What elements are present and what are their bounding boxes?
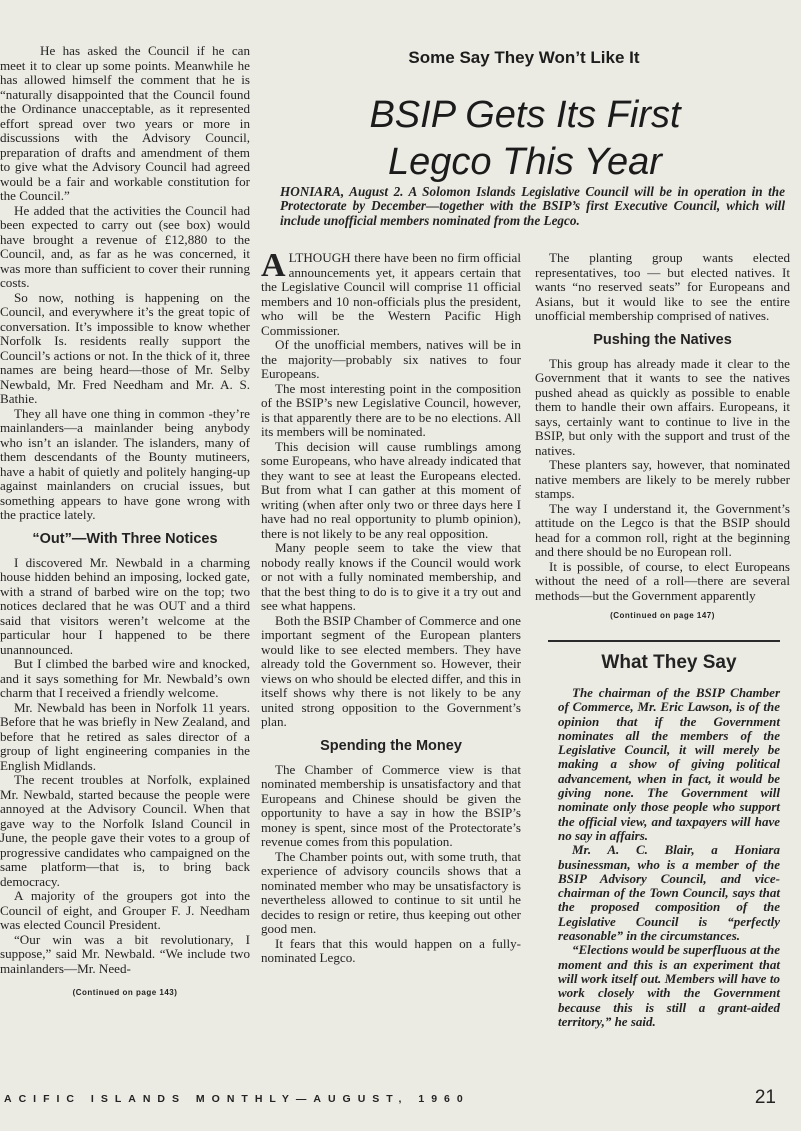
- continued-note: (Continued on page 143): [72, 988, 178, 997]
- paragraph: It is possible, of course, to elect Europeans without the need of a roll—there are several methods—but the Government apparently: [535, 558, 790, 603]
- paragraph: These planters say, however, that nominated native members are likely to be merely rubber stamps.: [535, 457, 790, 501]
- quote-paragraph: Mr. A. C. Blair, a Honiara businessman, who is a member of the BSIP Advisory Council, and vice-chairman of the Town Council, says that the proposed composition of the Legislative Council is “perfectly reasonable” in the circumstances.: [558, 842, 780, 944]
- quote-paragraph: The chairman of the BSIP Chamber of Commerce, Mr. Eric Lawson, is of the opinion that if the Government nominates all the members of the Legislative Council, it will merely be making a show of giving political advancement, when in fact, it would be giving none. The Government will nominate only those people who support the official view, and taxpayers will have no say in affairs.: [558, 685, 780, 843]
- section-heading: Spending the Money: [320, 737, 462, 754]
- left-column: [0, 44, 250, 1001]
- sidebar-divider: [548, 640, 780, 642]
- paragraph: I discovered Mr. Newbald in a charming house hidden behind an imposing, locked gate, with a strand of barbed wire on the top; two notices declared that he was OUT and a third said that visitors weren’t welcome at the particular hour I happened to be there unannounced.: [0, 554, 250, 657]
- continued-note: (Continued on page 147): [610, 611, 715, 620]
- paragraph: “Our win was a bit revolutionary, I suppose,” said Mr. Newbald. “We include two mainlanders—Mr. Need-: [0, 931, 250, 976]
- paragraph: The most interesting point in the composition of the BSIP’s new Legislative Council, however, is that apparently there are to be no elections. All its members will be nominated.: [261, 380, 521, 439]
- paragraph: But I climbed the barbed wire and knocked, and it says something for Mr. Newbald’s own charm that I received a friendly welcome.: [0, 656, 250, 700]
- paragraph: He has asked the Council if he can meet it to clear up some points. Meanwhile he has allowed himself the comment that he is “naturally disappointed that the Council found the Ordinance unacceptable, as it represented effort spread over two years or more in discussions with the Advisory Council, preparation of drafts and amendment of them to give what the Advisory Council had agreed would be a fair and workable constitution for the Council.”: [0, 43, 250, 203]
- paragraph: Many people seem to take the view that nobody really knows if the Council would work or not with a fully nominated membership, and that the best thing to do is to give it a try out and see what happens.: [261, 540, 521, 613]
- what-they-say-box: [558, 652, 780, 1029]
- paragraph: It fears that this would happen on a fully-nominated Legco.: [261, 935, 521, 965]
- paragraph: They all have one thing in common -they’re mainlanders—a mainlander being anybody who isn’t an islander. The islanders, many of them descendants of the Bounty mutineers, have a habit of quietly and politely hanging-up against mainlanders on crucial issues, but something appears to have gone wrong with the practice lately.: [0, 405, 250, 522]
- middle-column: [261, 247, 521, 966]
- paragraph: The way I understand it, the Government’s attitude on the Legco is that the BSIP should head for a common roll, right at the beginning and there should be no European roll.: [535, 500, 790, 559]
- paragraph: ALTHOUGH there have been no firm official announcements yet, it appears certain that the Legislative Council will comprise 11 official members and 10 non-officials plus the president, who will be the Western Pacific High Commissioner.: [261, 247, 521, 338]
- paragraph: This decision will cause rumblings among some Europeans, who have already indicated that they want to see at least the Europeans elected. But from what I can gather at this moment of writing (when after only two or three days here I have had no real opportunity to plumb opinion), there is not likely to be any real opposition.: [261, 438, 521, 541]
- paragraph: The Chamber points out, with some truth, that experience of advisory councils shows that a nominated member who may be unsatisfactory is nevertheless allowed to continue to sit until he decides to resign or retire, thus keeping out other good men.: [261, 848, 521, 936]
- publication-line: ACIFIC ISLANDS MONTHLY—AUGUST, 1960: [4, 1093, 470, 1105]
- page-number: 21: [754, 1087, 776, 1108]
- paragraph: A majority of the groupers got into the Council of eight, and Grouper F. J. Needham was elected Council President.: [0, 888, 250, 932]
- article-headline: [262, 92, 788, 186]
- paragraph: Both the BSIP Chamber of Commerce and one important segment of the European planters would like to see elected members. They have already told the Government so. However, their views on who should be elected differ, and this in itself shows why there is not likely to be any united strong opposition to the Government’s plan.: [261, 612, 521, 729]
- headline-line: BSIP Gets Its First: [369, 94, 681, 136]
- headline-line: Legco This Year: [388, 141, 662, 183]
- quote-paragraph: “Elections would be superfluous at the moment and this is an experiment that will work itself out. Members will have to work closely with the Government because this is still a grant-aided territory,” he said.: [558, 942, 780, 1029]
- paragraph: Of the unofficial members, natives will be in the majority—probably six natives to four Europeans.: [261, 337, 521, 381]
- right-column: [535, 251, 790, 624]
- section-heading: Pushing the Natives: [593, 331, 732, 348]
- paragraph: The planting group wants elected representatives, too — but elected natives. It wants “no reserved seats” for Europeans and Asians, but it would like to see the entire unofficial membership comprised of natives.: [535, 250, 790, 323]
- article-kicker: Some Say They Won’t Like It: [408, 48, 640, 67]
- paragraph: The recent troubles at Norfolk, explained Mr. Newbald, started because the people were annoyed at the Advisory Council. When that gave way to the Norfolk Island Council in June, the people gave their votes to a group of progressive candidates who campaigned on the same platform—that is, to bring back democracy.: [0, 772, 250, 889]
- dateline-lead: HONIARA, August 2. A Solomon Islands Legislative Council will be in operation in the Protectorate by December—together with the BSIP’s first Executive Council, which will include unofficial members nominated from the Legco.: [280, 184, 785, 228]
- paragraph: The Chamber of Commerce view is that nominated membership is unsatisfactory and that Europeans and Chinese should be given the opportunity to have a say in how the BSIP’s money is spent, since most of the Protectorate’s revenue comes from this population.: [261, 761, 521, 849]
- sidebar-heading: What They Say: [601, 652, 737, 673]
- section-heading: “Out”—With Three Notices: [32, 530, 218, 547]
- paragraph: This group has already made it clear to the Government that it wants to see the natives pushed ahead as quickly as possible to enable them to handle their own affairs. Europeans, it says, certainly want to continue to live in the BSIP, but only with the support and trust of the natives.: [535, 355, 790, 458]
- paragraph: He added that the activities the Council had been expected to carry out (see box) would have brought a revenue of £12,880 to the Council, and, as far as he was concerned, it was more than sufficient to cover their running costs.: [0, 202, 250, 290]
- paragraph: Mr. Newbald has been in Norfolk 11 years. Before that he was briefly in New Zealand, and before that he retired as sales director of a group of light engineering companies in the English Midlands.: [0, 699, 250, 773]
- page-footer: [0, 1089, 801, 1113]
- paragraph: So now, nothing is happening on the Council, and everywhere it’s the great topic of conversation. It’s impossible to know whether Norfolk Is. residents really support the Council’s actions or not. In the thick of it, three names are being heard—those of Mr. Selby Newbald, Mr. Fred Needham and Mr. A. S. Bathie.: [0, 289, 250, 406]
